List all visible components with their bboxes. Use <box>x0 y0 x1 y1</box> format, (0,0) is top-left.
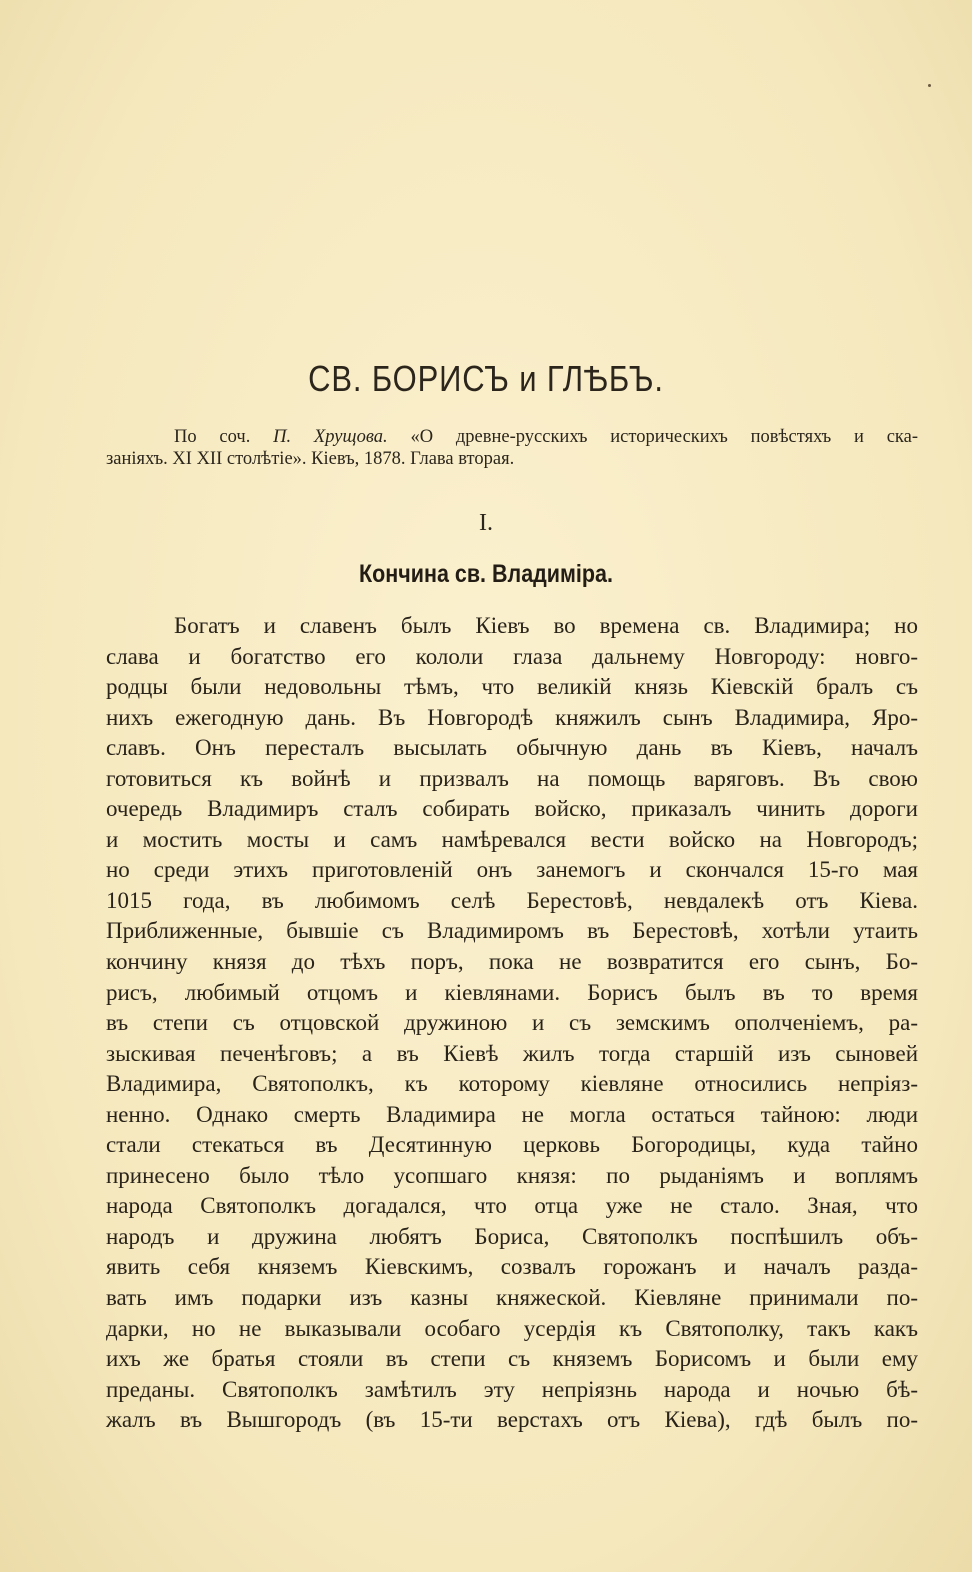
text-line: очередь Владимиръ сталъ собирать войско, приказалъ чинить дороги <box>106 796 918 822</box>
text-line: и мостить мосты и самъ намѣревался вести войско на Новгородъ; <box>106 826 918 852</box>
source-citation-line-1 <box>106 426 918 448</box>
text-line: Владимира, Святополкъ, къ которому кiевляне относились непрiяз- <box>106 1071 918 1097</box>
text-line: родцы были недовольны тѣмъ, что великiй князь Кiевскiй бралъ съ <box>106 674 918 700</box>
text-line: 1015 года, въ любимомъ селѣ Берестовѣ, невдалекѣ отъ Кiева. <box>106 887 918 913</box>
text-line: вать имъ подарки изъ казны княжеской. Кiевляне принимали по- <box>106 1285 918 1311</box>
text-line: кончину князя до тѣхъ поръ, пока не возвратится его сынъ, Бо- <box>106 949 918 975</box>
source-citation <box>106 426 918 470</box>
text-line: славъ. Онъ пересталъ высылать обычную дань въ Кiевъ, началъ <box>106 735 918 761</box>
page-title: СВ. БОРИСЪ и ГЛѢБЪ. <box>308 358 664 399</box>
text-line: рисъ, любимый отцомъ и кiевлянами. Борисъ былъ въ то время <box>106 979 918 1005</box>
text-line: Богатъ и славенъ былъ Кiевъ во времена св. Владимира; но <box>174 613 918 638</box>
text-line: стали стекаться въ Десятинную церковь Богородицы, куда тайно <box>106 1132 918 1158</box>
text-line: ихъ же братья стояли въ степи съ княземъ Борисомъ и были ему <box>106 1346 918 1372</box>
text-line: народъ и дружина любятъ Бориса, Святополкъ поспѣшилъ объ- <box>106 1223 918 1249</box>
text-line: нихъ ежегодную дань. Въ Новгородѣ княжилъ сынъ Владимира, Яро- <box>106 704 918 730</box>
section-number: I. <box>479 510 493 536</box>
body-text <box>106 611 918 1436</box>
source-author: П. Хрущова. <box>273 427 388 447</box>
text-line: ненно. Однако смерть Владимира не могла остаться тайною: люди <box>106 1101 918 1127</box>
text-line: зыскивая печенѣговъ; а въ Кiевѣ жилъ тогда старшiй изъ сыновей <box>106 1040 918 1066</box>
text-line: народа Святополкъ догадался, что отца уже не стало. Зная, что <box>106 1193 918 1219</box>
text-line: преданы. Святополкъ замѣтилъ эту непрiязнь народа и ночью бѣ- <box>106 1376 918 1402</box>
section-heading: Кончина св. Владимiра. <box>359 560 613 588</box>
text-line: слава и богатство его кололи глаза дальнему Новгороду: новго- <box>106 643 918 669</box>
paper-speck <box>928 84 931 87</box>
text-line: но среди этихъ приготовленiй онъ занемогъ и скончался 15-го мая <box>106 857 918 883</box>
text-line: дарки, но не выказывали особаго усердiя къ Святополку, такъ какъ <box>106 1315 918 1341</box>
source-prefix: По соч. <box>174 427 274 447</box>
text-line: готовиться къ войнѣ и призвалъ на помощь варяговъ. Въ свою <box>106 765 918 791</box>
source-work: «О древне-русскихъ историческихъ повѣстяхъ и ска- <box>387 427 918 447</box>
text-line: явить себя княземъ Кiевскимъ, созвалъ горожанъ и началъ разда- <box>106 1254 918 1280</box>
text-line: принесено было тѣло усопшаго князя: по рыданiямъ и воплямъ <box>106 1162 918 1188</box>
source-citation-line-2: занiяхъ. XI XII столѣтiе». Кiевъ, 1878. Глава вторая. <box>106 449 515 469</box>
text-line: жалъ въ Вышгородъ (въ 15-ти верстахъ отъ Кiева), гдѣ былъ по- <box>106 1407 918 1433</box>
text-line: Приближенные, бывшiе съ Владимиромъ въ Берестовѣ, хотѣли утаить <box>106 918 918 944</box>
text-line: въ степи съ отцовской дружиною и съ земскимъ ополченiемъ, ра- <box>106 1010 918 1036</box>
